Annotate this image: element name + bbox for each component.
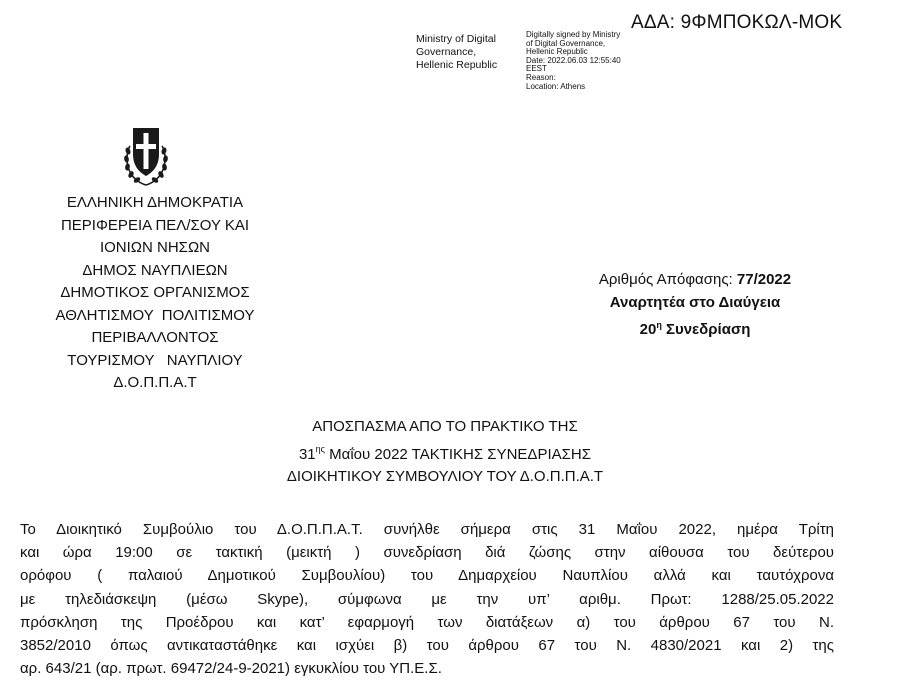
- body-line: Το Διοικητικό Συμβούλιο του Δ.Ο.Π.Π.Α.Τ. συνήλθε σήμερα στις 31 Μαΐου 2022, ημέρα Τρίτη: [20, 521, 834, 538]
- session-label: Συνεδρίαση: [661, 321, 751, 338]
- signature-detail-line: Date: 2022.06.03 12:55:40: [526, 55, 621, 65]
- decision-session: [530, 314, 860, 342]
- body-paragraph: [20, 518, 834, 680]
- decision-number: [530, 269, 860, 292]
- authority-line: ΔΗΜΟΣ ΝΑΥΠΛΙΕΩΝ: [82, 261, 228, 279]
- decision-posting: [530, 292, 860, 315]
- body-line: πρόσκληση της Προέδρου και κατ’ εφαρμογή των διατάξεων α) του άρθρου 67 του Ν.: [20, 613, 834, 631]
- signature-signer-line: Governance,: [416, 46, 477, 58]
- decision-number-label: Αριθμός Απόφασης:: [598, 271, 737, 288]
- authority-line: Δ.Ο.Π.Π.Α.Τ: [113, 374, 197, 391]
- signature-details: [526, 31, 621, 91]
- authority-line: ΙΟΝΙΩΝ ΝΗΣΩΝ: [99, 239, 211, 256]
- extract-line: [180, 438, 710, 466]
- authority-line: ΤΟΥΡΙΣΜΟΥ ΝΑΥΠΛΙΟΥ: [67, 351, 243, 369]
- body-line: αρ. 643/21 (αρ. πρωτ. 69472/24-9-2021) εγκυκλίου του ΥΠ.Ε.Σ.: [20, 660, 442, 678]
- session-ordinal: η: [656, 320, 662, 330]
- ada-code: ΑΔΑ: 9ΦΜΠΟΚΩΛ-ΜΟΚ: [631, 12, 843, 33]
- authority-line: ΑΘΛΗΤΙΣΜΟΥ ΠΟΛΙΤΙΣΜΟΥ: [55, 306, 255, 324]
- extract-line: ΔΙΟΙΚΗΤΙΚΟΥ ΣΥΜΒΟΥΛΙΟΥ ΤΟΥ Δ.Ο.Π.Π.Α.Τ: [286, 468, 604, 485]
- decision-info: [530, 269, 860, 342]
- issuing-authority: [20, 192, 290, 395]
- extract-date-rest: Μαΐου 2022 ΤΑΚΤΙΚΗΣ ΣΥΝΕΔΡΙΑΣΗΣ: [325, 446, 592, 463]
- decision-number-value: 77/2022: [736, 271, 792, 288]
- body-line: με τηλεδιάσκεψη (μέσω Skype), σύμφωνα με την υπ’ αριθμ. Πρωτ: 1288/25.05.2022: [20, 590, 834, 608]
- signature-detail-line: Digitally signed by Ministry: [526, 30, 621, 39]
- extract-line: ΑΠΟΣΠΑΣΜΑ ΑΠΟ ΤΟ ΠΡΑΚΤΙΚΟ ΤΗΣ: [312, 418, 578, 435]
- extract-day: 31: [298, 446, 316, 463]
- authority-line: ΕΛΛΗΝΙΚΗ ΔΗΜΟΚΡΑΤΙΑ: [66, 194, 244, 211]
- greek-coat-of-arms-icon: [120, 124, 172, 188]
- session-number: 20: [639, 321, 657, 338]
- body-line: 3852/2010 όπως αντικαταστάθηκε και ισχύει β) του άρθρου 67 του Ν. 4830/2021 και 2) της: [20, 637, 834, 655]
- body-line: ορόφου ( παλαιού Δημοτικού Συμβουλίου) του Δημαρχείου Ναυπλίου αλλά και ταυτόχρονα: [20, 567, 834, 585]
- signature-detail-line: EEST: [526, 64, 547, 74]
- signature-detail-line: of Digital Governance,: [526, 38, 606, 48]
- extract-heading: [180, 416, 710, 488]
- signature-signer-line: Hellenic Republic: [416, 59, 498, 71]
- signature-signer-line: Ministry of Digital: [416, 33, 496, 45]
- authority-line: ΔΗΜΟΤΙΚΟΣ ΟΡΓΑΝΙΣΜΟΣ: [60, 284, 250, 301]
- signature-detail-line: Location: Athens: [526, 81, 586, 91]
- signature-detail-line: Hellenic Republic: [526, 47, 588, 57]
- body-line: και ώρα 19:00 σε τακτική (μεικτή ) συνεδρίαση διά ζώσης στην αίθουσα του δεύτερου: [20, 544, 834, 562]
- decision-posting-text: Αναρτητέα στο Διαύγεια: [609, 293, 781, 311]
- extract-day-ordinal: ης: [315, 444, 325, 454]
- authority-line: ΠΕΡΙΒΑΛΛΟΝΤΟΣ: [91, 329, 219, 346]
- authority-line: ΠΕΡΙΦΕΡΕΙΑ ΠΕΛ/ΣΟΥ ΚΑΙ: [60, 216, 250, 234]
- signature-detail-line: Reason:: [526, 72, 556, 82]
- signature-signer: [416, 33, 497, 72]
